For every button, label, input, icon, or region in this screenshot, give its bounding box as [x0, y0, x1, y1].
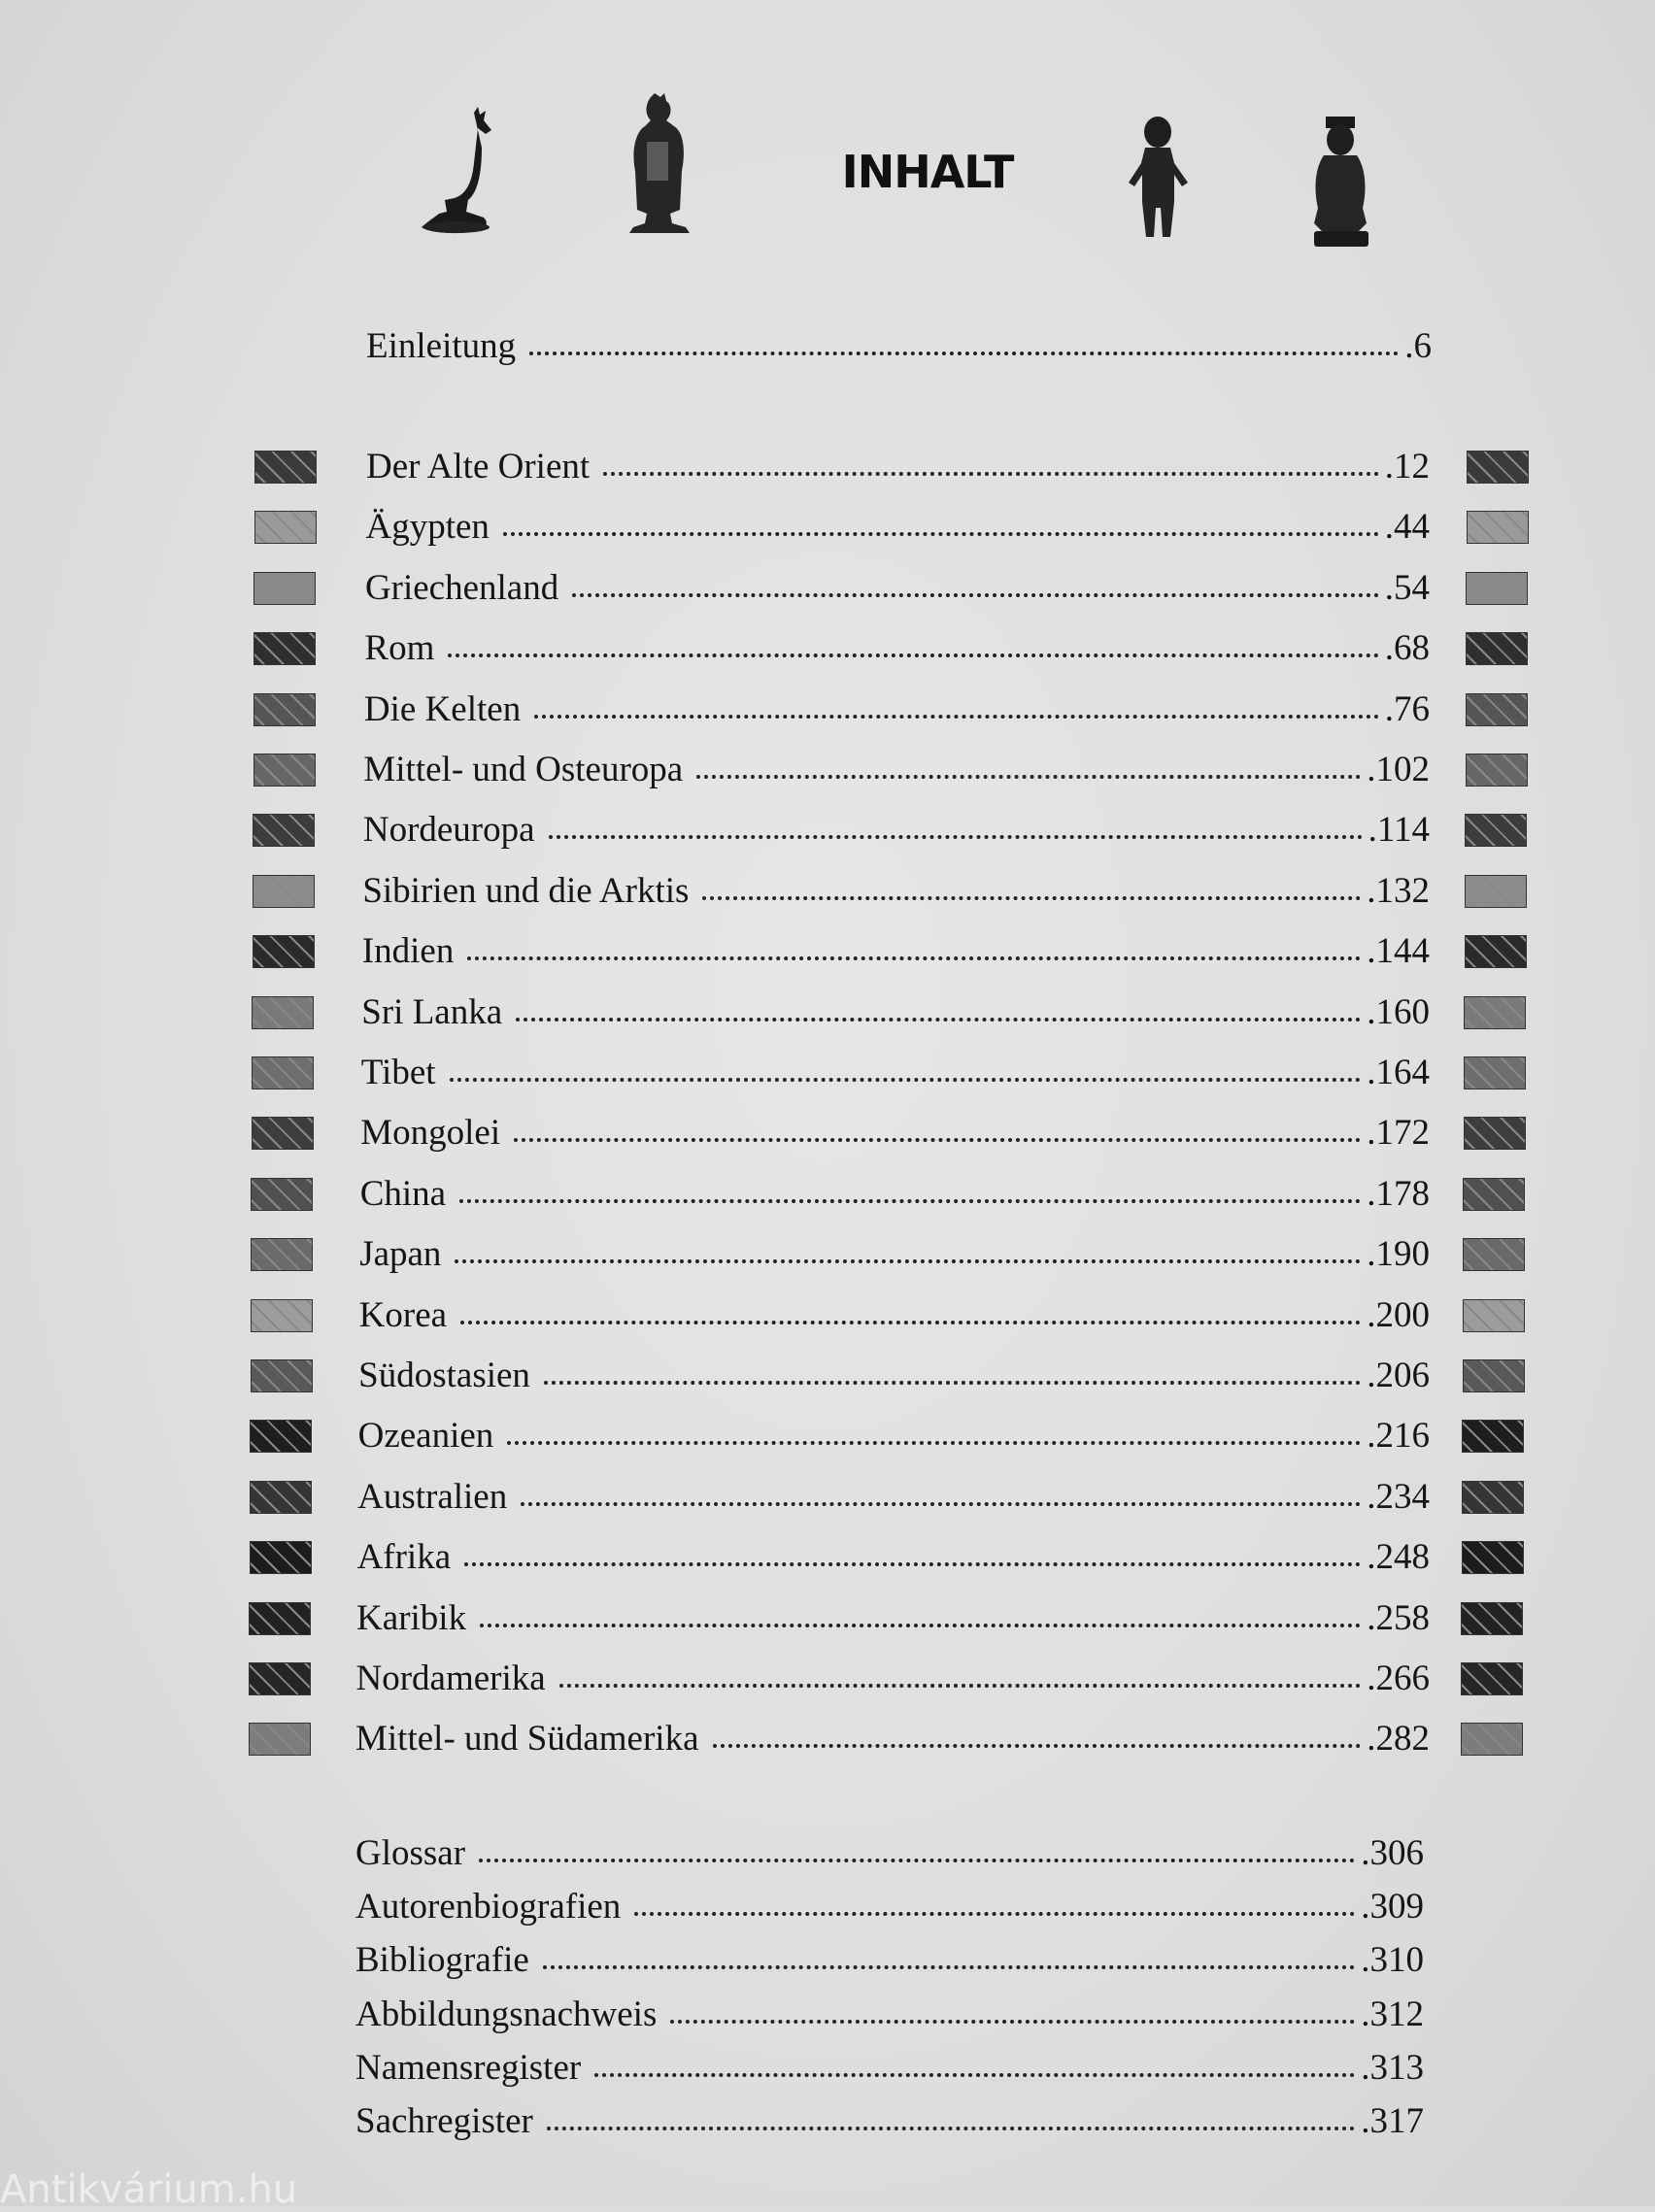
section-thumbnail-right: [1467, 511, 1529, 544]
toc-entry-page: .317: [1361, 2101, 1424, 2141]
dot-leader: [459, 1197, 1361, 1203]
toc-entry-intro[interactable]: [366, 328, 1432, 364]
section-thumbnail-right: [1464, 996, 1526, 1029]
toc-entry-label: Der Alte Orient: [366, 447, 591, 486]
toc-entry-page: .44: [1384, 507, 1430, 548]
dot-leader: [448, 652, 1378, 657]
section-thumbnail-left: [254, 511, 317, 544]
dot-leader: [480, 1622, 1361, 1627]
robed-figure-statue-icon: [622, 93, 694, 234]
toc-entry[interactable]: [364, 628, 1430, 669]
toc-entry-label: Nordamerika: [355, 1659, 546, 1698]
toc-entry-page: .12: [1384, 447, 1430, 486]
toc-entry[interactable]: [365, 507, 1430, 548]
toc-entry[interactable]: [366, 449, 1430, 485]
dot-leader: [594, 2071, 1355, 2077]
section-thumbnail-left: [252, 1117, 314, 1150]
section-thumbnail-left: [251, 1299, 313, 1332]
section-thumbnail-left: [254, 451, 317, 484]
toc-entry-page: .248: [1367, 1537, 1430, 1578]
toc-entry-label: Japan: [359, 1234, 442, 1275]
toc-entry[interactable]: [362, 870, 1430, 911]
toc-entry-label: Tibet: [360, 1053, 436, 1092]
dot-leader: [514, 1136, 1361, 1142]
toc-entry[interactable]: [363, 688, 1430, 729]
toc-entry-label: Mittel- und Südamerika: [355, 1719, 699, 1760]
toc-entry[interactable]: [356, 1597, 1430, 1638]
toc-entry[interactable]: [360, 1113, 1430, 1154]
toc-entry-page: .68: [1384, 628, 1430, 669]
toc-entry-label: Australien: [357, 1476, 508, 1517]
section-thumbnail-left: [251, 1359, 313, 1392]
toc-entry-label: Mittel- und Osteuropa: [363, 750, 684, 789]
section-thumbnail-left: [253, 754, 316, 787]
dot-leader: [467, 955, 1361, 960]
toc-entry[interactable]: [358, 1294, 1430, 1335]
section-thumbnail-right: [1466, 693, 1528, 726]
dot-leader: [464, 1560, 1361, 1566]
toc-entry[interactable]: [359, 1234, 1430, 1275]
toc-entry-page: .160: [1367, 991, 1430, 1032]
toc-entry-page: .76: [1384, 688, 1430, 729]
toc-entry-page: .164: [1367, 1053, 1430, 1092]
toc-entry-label: Autorenbiografien: [355, 1887, 622, 1927]
toc-entry-page: .6: [1404, 326, 1432, 366]
section-thumbnail-left: [253, 693, 316, 726]
dot-leader: [559, 1682, 1362, 1688]
toc-entry-label: Ägypten: [365, 507, 490, 548]
toc-entry-label: Bibliografie: [355, 1940, 529, 1981]
section-thumbnail-right: [1462, 1541, 1524, 1574]
toc-entry-page: .266: [1367, 1659, 1430, 1698]
dot-leader: [460, 1319, 1361, 1324]
section-thumbnail-right: [1466, 572, 1528, 605]
toc-entry-page: .200: [1367, 1294, 1430, 1335]
watermark: Antikvárium.hu: [0, 2167, 298, 2212]
toc-entry[interactable]: [364, 567, 1430, 608]
toc-entry-label: Indien: [361, 931, 455, 972]
toc-entry-label: Griechenland: [364, 567, 559, 608]
section-thumbnail-right: [1465, 814, 1527, 847]
page-title: INHALT: [841, 146, 1014, 198]
toc-entry-appendix[interactable]: [355, 1996, 1424, 2032]
toc-entry[interactable]: [355, 1719, 1430, 1760]
section-thumbnail-right: [1461, 1662, 1523, 1695]
toc-entry-label: Afrika: [356, 1537, 452, 1578]
toc-entry-label: Mongolei: [360, 1113, 501, 1154]
toc-entry-page: .282: [1367, 1719, 1430, 1760]
toc-entry-page: .309: [1361, 1887, 1424, 1927]
section-thumbnail-left: [251, 1178, 313, 1211]
section-thumbnail-right: [1463, 1238, 1525, 1271]
toc-entry-page: .206: [1367, 1356, 1430, 1395]
toc-entry-label: Karibik: [356, 1597, 467, 1638]
toc-entry-label: Ozeanien: [357, 1416, 494, 1457]
toc-entry[interactable]: [358, 1357, 1430, 1393]
toc-entry[interactable]: [363, 752, 1430, 788]
toc-entry[interactable]: [359, 1173, 1430, 1214]
toc-entry-label: Korea: [358, 1294, 448, 1335]
dot-leader: [534, 713, 1379, 719]
dot-leader: [544, 1379, 1361, 1385]
dot-leader: [603, 470, 1379, 476]
toc-entry-label: Sibirien und die Arktis: [362, 870, 690, 911]
toc-entry-label: Einleitung: [366, 326, 517, 366]
toc-entry[interactable]: [361, 1055, 1430, 1090]
toc-entry-label: Südostasien: [358, 1356, 530, 1395]
dot-leader: [547, 2125, 1355, 2130]
toc-entry-appendix[interactable]: [355, 2047, 1424, 2088]
dot-leader: [450, 1076, 1362, 1082]
section-thumbnail-left: [253, 572, 316, 605]
toc-entry-page: .306: [1361, 1833, 1424, 1873]
section-thumbnail-left: [250, 1541, 312, 1574]
section-thumbnail-right: [1461, 1602, 1523, 1635]
toc-entry-label: Abbildungsnachweis: [355, 1994, 658, 2034]
section-thumbnail-left: [253, 875, 315, 908]
toc-entry-page: .310: [1361, 1940, 1424, 1981]
toc-entry-page: .234: [1367, 1476, 1430, 1517]
section-thumbnail-left: [253, 632, 316, 665]
dot-leader: [455, 1257, 1361, 1263]
toc-entry-label: Rom: [364, 628, 435, 669]
toc-entry[interactable]: [361, 931, 1430, 972]
toc-entry-label: China: [359, 1173, 447, 1214]
section-thumbnail-left: [251, 1238, 313, 1271]
toc-entry-appendix[interactable]: [355, 1889, 1424, 1925]
toc-entry[interactable]: [356, 1660, 1430, 1696]
dot-leader: [713, 1742, 1362, 1748]
section-thumbnail-left: [249, 1662, 311, 1695]
toc-entry[interactable]: [357, 1476, 1430, 1517]
toc-entry-page: .312: [1361, 1994, 1424, 2034]
toc-entry[interactable]: [361, 991, 1430, 1032]
section-thumbnail-left: [250, 1481, 312, 1514]
toc-entry-label: Nordeuropa: [362, 810, 535, 851]
section-thumbnail-right: [1464, 1117, 1526, 1150]
toc-entry-page: .132: [1367, 870, 1430, 911]
toc-entry-page: .144: [1367, 931, 1430, 972]
toc-entry-page: .54: [1384, 567, 1430, 608]
section-thumbnail-left: [252, 1056, 314, 1089]
toc-entry-page: .216: [1367, 1416, 1430, 1457]
dot-leader: [572, 591, 1379, 597]
seated-carved-figure-icon: [1306, 115, 1374, 251]
toc-entry-page: .102: [1367, 750, 1430, 789]
dot-leader: [507, 1439, 1361, 1445]
section-thumbnail-left: [249, 1602, 311, 1635]
section-thumbnail-right: [1461, 1723, 1523, 1756]
dot-leader: [503, 530, 1379, 536]
toc-entry-page: .172: [1367, 1113, 1430, 1154]
dot-leader: [543, 1963, 1355, 1969]
section-thumbnail-left: [253, 814, 315, 847]
section-thumbnail-right: [1465, 935, 1527, 968]
section-thumbnail-right: [1463, 1359, 1525, 1392]
section-thumbnail-left: [252, 996, 314, 1029]
dot-leader: [529, 350, 1399, 355]
dot-leader: [516, 1016, 1361, 1022]
toc-entry-label: Sachregister: [355, 2101, 533, 2141]
section-thumbnail-right: [1466, 632, 1528, 665]
toc-entry-page: .190: [1367, 1234, 1430, 1275]
dot-leader: [479, 1857, 1355, 1862]
standing-doll-figurine-icon: [1122, 115, 1195, 241]
toc-entry-label: Namensregister: [355, 2047, 582, 2088]
toc-entry-appendix[interactable]: [355, 1940, 1424, 1981]
toc-entry[interactable]: [356, 1537, 1430, 1578]
toc-entry-appendix[interactable]: [355, 1835, 1424, 1871]
section-thumbnail-right: [1466, 754, 1528, 787]
dot-leader: [696, 773, 1361, 779]
section-thumbnail-right: [1462, 1420, 1524, 1453]
toc-entry-appendix[interactable]: [355, 2103, 1424, 2139]
section-thumbnail-right: [1464, 1056, 1526, 1089]
dot-leader: [521, 1500, 1361, 1506]
toc-entry-label: Die Kelten: [363, 688, 522, 729]
dot-leader: [634, 1910, 1355, 1916]
section-thumbnail-right: [1467, 451, 1529, 484]
section-thumbnail-left: [249, 1723, 311, 1756]
toc-entry[interactable]: [362, 810, 1430, 851]
toc-entry[interactable]: [357, 1416, 1430, 1457]
section-thumbnail-right: [1463, 1178, 1525, 1211]
deer-figurine-icon: [418, 105, 505, 236]
dot-leader: [549, 833, 1363, 839]
toc-entry-page: .178: [1367, 1173, 1430, 1214]
section-thumbnail-right: [1463, 1299, 1525, 1332]
dot-leader: [702, 894, 1361, 900]
toc-entry-label: Sri Lanka: [361, 991, 503, 1032]
section-thumbnail-left: [253, 935, 315, 968]
toc-entry-page: .313: [1361, 2047, 1424, 2088]
toc-entry-page: .258: [1367, 1597, 1430, 1638]
toc-entry-label: Glossar: [355, 1833, 466, 1873]
section-thumbnail-right: [1462, 1481, 1524, 1514]
toc-entry-page: .114: [1368, 810, 1430, 851]
section-thumbnail-left: [250, 1420, 312, 1453]
dot-leader: [670, 2018, 1355, 2024]
section-thumbnail-right: [1465, 875, 1527, 908]
